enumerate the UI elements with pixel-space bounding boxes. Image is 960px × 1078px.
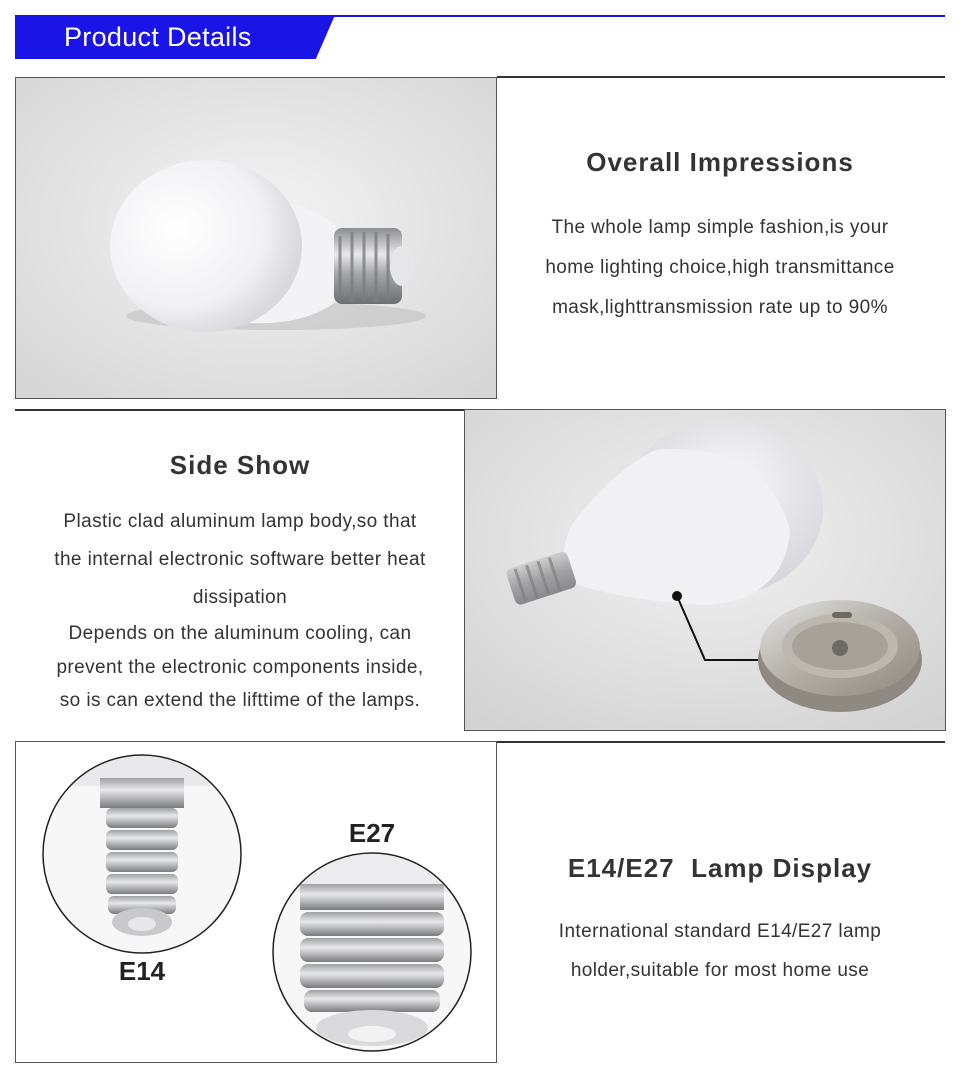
paragraph-line: International standard E14/E27 lamp — [558, 921, 882, 942]
paragraph-line: so is can extend the lifttime of the lamps. — [59, 690, 421, 711]
paragraph-line: mask,lighttransmission rate up to 90% — [552, 297, 888, 318]
paragraph-line: the internal electronic software better heat — [54, 549, 426, 570]
lamp-display-text — [500, 853, 940, 990]
section-rule — [497, 741, 945, 743]
paragraph-line: Plastic clad aluminum lamp body,so that — [63, 511, 417, 532]
paragraph-line: Depends on the aluminum cooling, can — [68, 623, 412, 644]
paragraph-line: holder,suitable for most home use — [570, 960, 870, 981]
bulb-front-image — [15, 77, 497, 399]
section-heading: Overall Impressions — [586, 147, 854, 177]
bulb-side-image — [464, 409, 946, 731]
paragraph-line: dissipation — [192, 587, 288, 608]
page-title: Product Details — [64, 22, 252, 52]
section-rule — [15, 409, 465, 411]
e27-label: E27 — [348, 818, 396, 848]
section-rule — [497, 76, 945, 78]
side-show-text — [15, 450, 465, 717]
paragraph-line: home lighting choice,high transmittance — [545, 257, 895, 278]
section-heading: Side Show — [169, 450, 311, 480]
overall-impressions-text — [500, 147, 940, 328]
section-heading: E14/E27 Lamp Display — [567, 853, 873, 883]
paragraph-line: The whole lamp simple fashion,is your — [551, 217, 889, 238]
lamp-base-image — [15, 741, 497, 1063]
e14-label: E14 — [118, 956, 166, 986]
section-header — [15, 15, 945, 59]
paragraph-line: prevent the electronic components inside, — [56, 657, 424, 678]
